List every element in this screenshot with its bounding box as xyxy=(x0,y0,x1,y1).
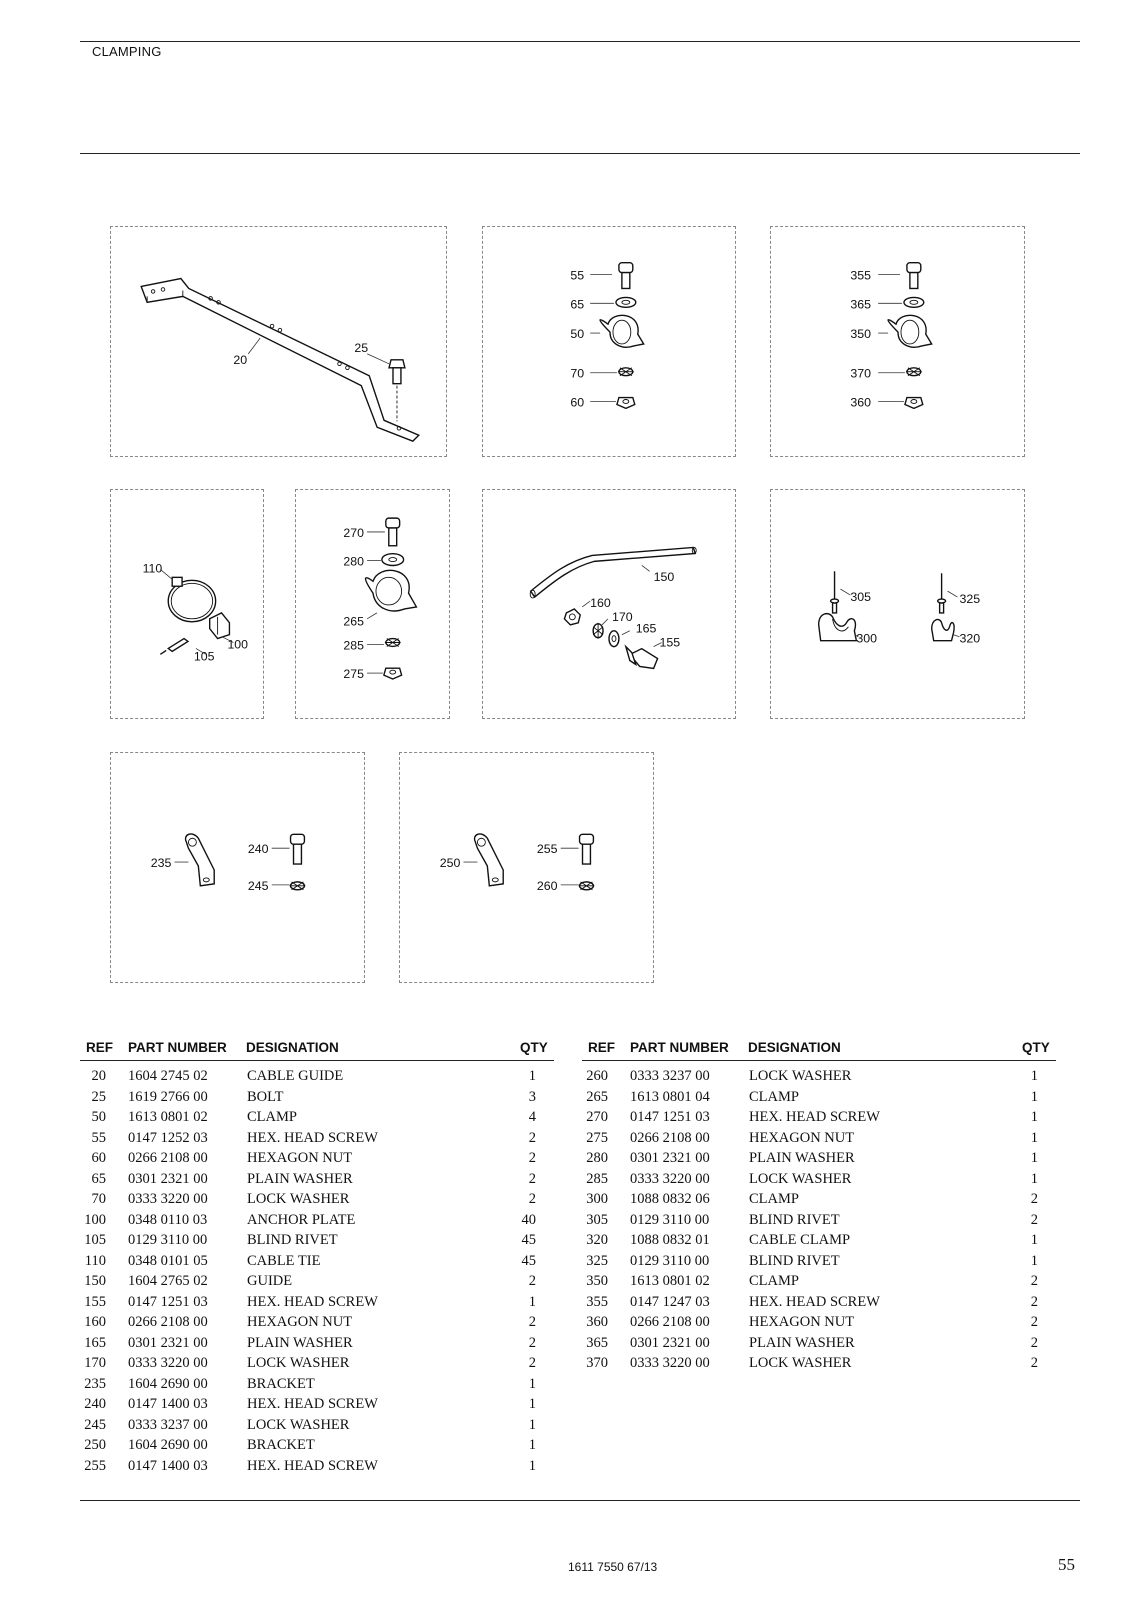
table-row xyxy=(582,1089,1056,1110)
qty-cell: 45 xyxy=(521,1232,536,1248)
table-header xyxy=(582,1038,1056,1061)
qty-cell: 1 xyxy=(1030,1068,1038,1084)
designation-cell: CLAMP xyxy=(749,1088,799,1105)
guide-drawing xyxy=(483,490,735,718)
qty-cell: 2 xyxy=(1030,1211,1038,1228)
callout-label: 65 xyxy=(570,297,585,312)
designation-cell: LOCK WASHER xyxy=(247,1416,350,1433)
ref-cell: 255 xyxy=(84,1457,106,1474)
header-part-number: PART NUMBER xyxy=(128,1040,227,1055)
part-number-cell: 0333 3220 00 xyxy=(630,1170,710,1187)
ref-cell: 365 xyxy=(586,1334,608,1351)
part-number-cell: 1613 0801 02 xyxy=(630,1273,710,1289)
ref-cell: 275 xyxy=(586,1129,608,1146)
qty-cell: 2 xyxy=(1030,1334,1038,1351)
designation-cell: HEXAGON NUT xyxy=(247,1314,353,1330)
designation-cell: CLAMP xyxy=(247,1109,297,1125)
ref-cell: 285 xyxy=(586,1170,608,1187)
qty-cell: 1 xyxy=(1030,1232,1038,1248)
callout-label: 260 xyxy=(536,878,558,893)
callout-label: 105 xyxy=(193,649,215,664)
part-number-cell: 0301 2321 00 xyxy=(128,1170,208,1187)
table-row xyxy=(80,1437,554,1458)
clamp-assembly-drawing xyxy=(483,227,735,456)
designation-cell: HEX. HEAD SCREW xyxy=(247,1129,378,1146)
ref-cell: 270 xyxy=(586,1109,608,1125)
table-row xyxy=(80,1355,554,1376)
part-number-cell: 1604 2690 00 xyxy=(128,1437,208,1453)
callout-label: 50 xyxy=(570,327,585,342)
designation-cell: PLAIN WASHER xyxy=(749,1334,855,1351)
table-row xyxy=(80,1314,554,1335)
part-number-cell: 1088 0832 01 xyxy=(630,1232,710,1248)
ref-cell: 170 xyxy=(84,1355,106,1371)
bracket-drawing xyxy=(400,753,653,982)
table-row xyxy=(80,1232,554,1253)
part-number-cell: 0147 1251 03 xyxy=(630,1109,710,1125)
designation-cell: HEXAGON NUT xyxy=(749,1314,855,1330)
designation-cell: HEX. HEAD SCREW xyxy=(247,1457,378,1474)
designation-cell: CABLE CLAMP xyxy=(749,1232,851,1248)
qty-cell: 45 xyxy=(521,1252,536,1269)
table-row xyxy=(80,1273,554,1294)
footer-rule xyxy=(80,1500,1080,1501)
callout-label: 265 xyxy=(343,614,364,629)
callout-label: 100 xyxy=(227,637,249,652)
designation-cell: CLAMP xyxy=(749,1191,799,1207)
diagram-panel-clamp-50 xyxy=(482,226,736,457)
designation-cell: BLIND RIVET xyxy=(749,1252,840,1269)
qty-cell: 2 xyxy=(1030,1191,1038,1207)
callout-label: 350 xyxy=(850,327,872,342)
table-row xyxy=(582,1109,1056,1130)
qty-cell: 1 xyxy=(528,1293,536,1310)
ref-cell: 165 xyxy=(84,1334,106,1351)
part-number-cell: 0333 3220 00 xyxy=(128,1355,208,1371)
header-ref: REF xyxy=(86,1040,113,1055)
table-row xyxy=(80,1253,554,1274)
ref-cell: 65 xyxy=(91,1170,106,1187)
part-number-cell: 0147 1400 03 xyxy=(128,1457,208,1474)
table-row xyxy=(582,1294,1056,1315)
qty-cell: 4 xyxy=(528,1109,536,1125)
designation-cell: HEX. HEAD SCREW xyxy=(749,1109,880,1125)
designation-cell: ANCHOR PLATE xyxy=(247,1211,356,1228)
part-number-cell: 1604 2690 00 xyxy=(128,1375,208,1392)
qty-cell: 2 xyxy=(528,1191,536,1207)
part-number-cell: 1613 0801 02 xyxy=(128,1109,208,1125)
designation-cell: LOCK WASHER xyxy=(247,1355,350,1371)
diagram-panel-guide xyxy=(482,489,736,719)
part-number-cell: 1604 2765 02 xyxy=(128,1273,208,1289)
callout-label: 170 xyxy=(611,609,633,624)
bracket-drawing xyxy=(111,753,364,982)
qty-cell: 2 xyxy=(528,1334,536,1351)
qty-cell: 1 xyxy=(1030,1088,1038,1105)
qty-cell: 40 xyxy=(521,1211,536,1228)
designation-cell: BLIND RIVET xyxy=(247,1232,338,1248)
table-row xyxy=(582,1355,1056,1376)
table-row xyxy=(80,1109,554,1130)
ref-cell: 155 xyxy=(84,1293,106,1310)
table-row xyxy=(80,1376,554,1397)
table-row xyxy=(582,1130,1056,1151)
part-number-cell: 0333 3220 00 xyxy=(630,1355,710,1371)
ref-cell: 70 xyxy=(91,1191,106,1207)
part-number-cell: 0266 2108 00 xyxy=(630,1314,710,1330)
header-designation: DESIGNATION xyxy=(748,1040,841,1055)
qty-cell: 2 xyxy=(1030,1355,1038,1371)
designation-cell: LOCK WASHER xyxy=(749,1068,852,1084)
section-title: CLAMPING xyxy=(92,44,162,59)
qty-cell: 1 xyxy=(528,1416,536,1433)
table-row xyxy=(80,1417,554,1438)
part-number-cell: 0301 2321 00 xyxy=(630,1150,710,1166)
qty-cell: 1 xyxy=(1030,1109,1038,1125)
callout-label: 300 xyxy=(856,631,878,646)
callout-label: 280 xyxy=(343,554,364,569)
callout-label: 235 xyxy=(150,856,172,871)
ref-cell: 355 xyxy=(586,1293,608,1310)
cable-guide-drawing xyxy=(111,227,446,456)
callout-label: 245 xyxy=(247,878,269,893)
ref-cell: 360 xyxy=(586,1314,608,1330)
header-ref: REF xyxy=(588,1040,615,1055)
header-designation: DESIGNATION xyxy=(246,1040,339,1055)
qty-cell: 1 xyxy=(1030,1150,1038,1166)
table-row xyxy=(582,1171,1056,1192)
callout-label: 60 xyxy=(570,395,585,410)
designation-cell: LOCK WASHER xyxy=(749,1355,852,1371)
table-row xyxy=(582,1191,1056,1212)
ref-cell: 240 xyxy=(84,1396,106,1412)
part-number-cell: 0348 0101 05 xyxy=(128,1252,208,1269)
part-number-cell: 1604 2745 02 xyxy=(128,1068,208,1084)
ref-cell: 20 xyxy=(91,1068,106,1084)
clamp-assembly-drawing xyxy=(296,490,449,718)
table-row xyxy=(80,1130,554,1151)
ref-cell: 325 xyxy=(586,1252,608,1269)
table-row xyxy=(582,1068,1056,1089)
ref-cell: 60 xyxy=(91,1150,106,1166)
qty-cell: 1 xyxy=(528,1396,536,1412)
callout-label: 325 xyxy=(959,592,981,607)
ref-cell: 235 xyxy=(84,1375,106,1392)
diagram-panel-cable-clamps xyxy=(770,489,1025,719)
callout-label: 355 xyxy=(850,268,872,283)
designation-cell: HEXAGON NUT xyxy=(247,1150,353,1166)
table-row xyxy=(582,1273,1056,1294)
part-number-cell: 0333 3237 00 xyxy=(630,1068,710,1084)
designation-cell: CLAMP xyxy=(749,1273,799,1289)
callout-label: 240 xyxy=(247,842,269,857)
part-number-cell: 0348 0110 03 xyxy=(128,1211,208,1228)
qty-cell: 2 xyxy=(528,1314,536,1330)
header-part-number: PART NUMBER xyxy=(630,1040,729,1055)
part-number-cell: 0266 2108 00 xyxy=(630,1129,710,1146)
part-number-cell: 1088 0832 06 xyxy=(630,1191,710,1207)
header-bottom-rule xyxy=(80,153,1080,154)
callout-label: 360 xyxy=(850,395,872,410)
qty-cell: 1 xyxy=(528,1068,536,1084)
ref-cell: 320 xyxy=(586,1232,608,1248)
table-row xyxy=(80,1335,554,1356)
qty-cell: 1 xyxy=(1030,1170,1038,1187)
qty-cell: 2 xyxy=(1030,1314,1038,1330)
part-number-cell: 0129 3110 00 xyxy=(630,1252,710,1269)
designation-cell: LOCK WASHER xyxy=(247,1191,350,1207)
designation-cell: CABLE GUIDE xyxy=(247,1068,344,1084)
table-row xyxy=(80,1212,554,1233)
header-qty: QTY xyxy=(1022,1040,1050,1055)
qty-cell: 2 xyxy=(1030,1273,1038,1289)
ref-cell: 245 xyxy=(84,1416,106,1433)
table-row xyxy=(582,1150,1056,1171)
table-row xyxy=(80,1294,554,1315)
callout-label: 320 xyxy=(959,631,981,646)
ref-cell: 260 xyxy=(586,1068,608,1084)
qty-cell: 2 xyxy=(528,1355,536,1371)
designation-cell: GUIDE xyxy=(247,1273,293,1289)
cable-clamps-drawing xyxy=(771,490,1024,718)
callout-label: 285 xyxy=(343,638,364,653)
diagram-panel-cable-tie xyxy=(110,489,264,719)
ref-cell: 250 xyxy=(84,1437,106,1453)
callout-label: 155 xyxy=(659,635,681,650)
callout-label: 150 xyxy=(653,570,675,585)
qty-cell: 2 xyxy=(528,1129,536,1146)
table-row xyxy=(80,1089,554,1110)
ref-cell: 150 xyxy=(84,1273,106,1289)
callout-label: 70 xyxy=(570,366,585,381)
table-header xyxy=(80,1038,554,1061)
qty-cell: 2 xyxy=(528,1150,536,1166)
part-number-cell: 0147 1251 03 xyxy=(128,1293,208,1310)
ref-cell: 280 xyxy=(586,1150,608,1166)
callout-label: 165 xyxy=(635,621,657,636)
part-number-cell: 0266 2108 00 xyxy=(128,1314,208,1330)
designation-cell: HEXAGON NUT xyxy=(749,1129,855,1146)
part-number-cell: 0301 2321 00 xyxy=(630,1334,710,1351)
ref-cell: 160 xyxy=(84,1314,106,1330)
callout-label: 365 xyxy=(850,297,872,312)
part-number-cell: 0129 3110 00 xyxy=(630,1211,710,1228)
qty-cell: 2 xyxy=(1030,1293,1038,1310)
table-row xyxy=(80,1171,554,1192)
callout-label: 25 xyxy=(354,340,369,355)
designation-cell: PLAIN WASHER xyxy=(247,1334,353,1351)
designation-cell: PLAIN WASHER xyxy=(749,1150,855,1166)
part-number-cell: 0147 1400 03 xyxy=(128,1396,208,1412)
part-number-cell: 0333 3237 00 xyxy=(128,1416,208,1433)
ref-cell: 55 xyxy=(91,1129,106,1146)
ref-cell: 350 xyxy=(586,1273,608,1289)
part-number-cell: 0147 1247 03 xyxy=(630,1293,710,1310)
header-top-rule xyxy=(80,41,1080,42)
callout-label: 305 xyxy=(850,590,872,605)
diagram-panel-bracket-250 xyxy=(399,752,654,983)
callout-label: 250 xyxy=(439,856,461,871)
qty-cell: 3 xyxy=(528,1088,536,1105)
ref-cell: 300 xyxy=(586,1191,608,1207)
document-code: 1611 7550 67/13 xyxy=(568,1560,658,1574)
table-row xyxy=(80,1396,554,1417)
designation-cell: LOCK WASHER xyxy=(749,1170,852,1187)
page-number: 55 xyxy=(1058,1555,1075,1574)
cable-tie-drawing xyxy=(111,490,263,718)
callout-label: 55 xyxy=(570,268,585,283)
ref-cell: 110 xyxy=(84,1252,106,1269)
designation-cell: CABLE TIE xyxy=(247,1252,321,1269)
table-row xyxy=(80,1458,554,1479)
ref-cell: 25 xyxy=(91,1088,106,1105)
callout-label: 20 xyxy=(233,352,248,367)
callout-label: 255 xyxy=(536,842,558,857)
part-number-cell: 1613 0801 04 xyxy=(630,1088,710,1105)
ref-cell: 370 xyxy=(586,1355,608,1371)
header-qty: QTY xyxy=(520,1040,548,1055)
table-row xyxy=(582,1212,1056,1233)
designation-cell: BRACKET xyxy=(247,1375,315,1392)
part-number-cell: 0333 3220 00 xyxy=(128,1191,208,1207)
part-number-cell: 0266 2108 00 xyxy=(128,1150,208,1166)
table-row xyxy=(582,1314,1056,1335)
designation-cell: HEX. HEAD SCREW xyxy=(749,1293,880,1310)
ref-cell: 100 xyxy=(84,1211,106,1228)
part-number-cell: 0301 2321 00 xyxy=(128,1334,208,1351)
qty-cell: 1 xyxy=(1030,1252,1038,1269)
diagram-panel-cable-guide xyxy=(110,226,447,457)
callout-label: 275 xyxy=(343,667,364,682)
diagram-panel-bracket-235 xyxy=(110,752,365,983)
ref-cell: 105 xyxy=(84,1232,106,1248)
qty-cell: 1 xyxy=(1030,1129,1038,1146)
table-row xyxy=(80,1150,554,1171)
designation-cell: BRACKET xyxy=(247,1437,315,1453)
designation-cell: PLAIN WASHER xyxy=(247,1170,353,1187)
qty-cell: 2 xyxy=(528,1273,536,1289)
clamp-assembly-drawing xyxy=(771,227,1024,456)
part-number-cell: 1619 2766 00 xyxy=(128,1088,208,1105)
table-row xyxy=(582,1232,1056,1253)
table-row xyxy=(582,1335,1056,1356)
table-row xyxy=(582,1253,1056,1274)
part-number-cell: 0147 1252 03 xyxy=(128,1129,208,1146)
ref-cell: 50 xyxy=(91,1109,106,1125)
callout-label: 110 xyxy=(142,561,163,576)
ref-cell: 305 xyxy=(586,1211,608,1228)
qty-cell: 1 xyxy=(528,1375,536,1392)
qty-cell: 1 xyxy=(528,1437,536,1453)
callout-label: 270 xyxy=(343,525,364,540)
designation-cell: HEX. HEAD SCREW xyxy=(247,1396,378,1412)
ref-cell: 265 xyxy=(586,1088,608,1105)
designation-cell: HEX. HEAD SCREW xyxy=(247,1293,378,1310)
part-number-cell: 0129 3110 00 xyxy=(128,1232,208,1248)
diagram-panel-clamp-350 xyxy=(770,226,1025,457)
designation-cell: BLIND RIVET xyxy=(749,1211,840,1228)
qty-cell: 2 xyxy=(528,1170,536,1187)
table-row xyxy=(80,1191,554,1212)
table-row xyxy=(80,1068,554,1089)
designation-cell: BOLT xyxy=(247,1088,284,1105)
diagram-panel-clamp-265 xyxy=(295,489,450,719)
callout-label: 160 xyxy=(590,595,611,610)
qty-cell: 1 xyxy=(528,1457,536,1474)
callout-label: 370 xyxy=(850,366,872,381)
